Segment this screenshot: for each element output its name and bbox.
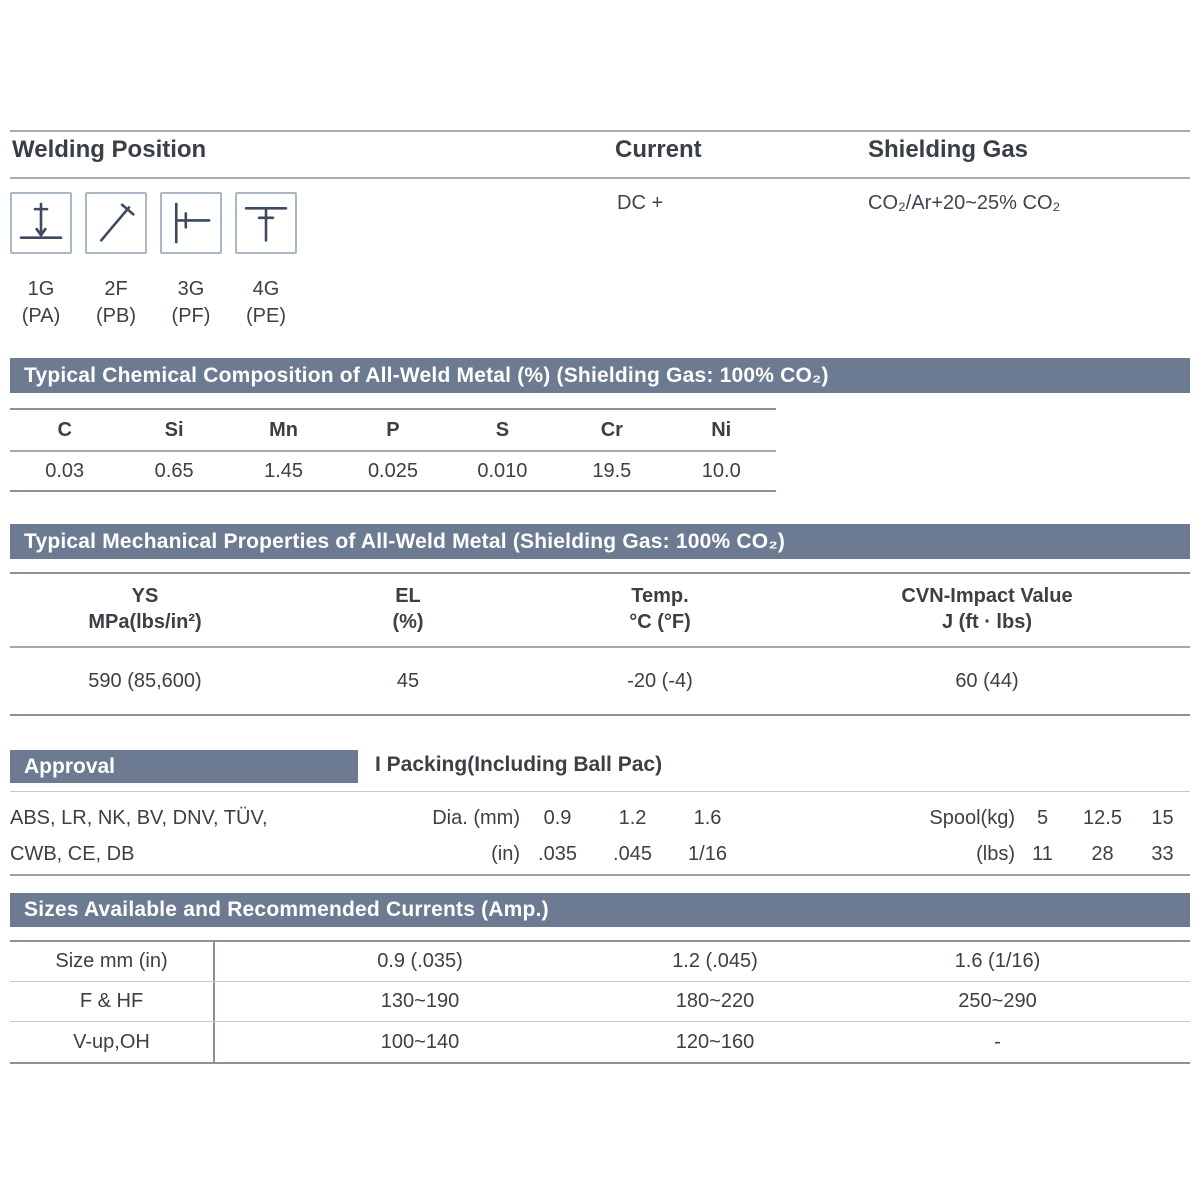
column-header-cr: Cr bbox=[600, 418, 623, 441]
table-cell: 180~220 bbox=[675, 990, 755, 1012]
table-header-row bbox=[10, 410, 776, 452]
row-header-vup-oh: V-up,OH bbox=[10, 1022, 215, 1062]
column-header-s: S bbox=[495, 418, 510, 441]
approval-section-header: Approval bbox=[10, 750, 358, 783]
table-cell: -20 (-4) bbox=[627, 670, 693, 692]
spool-kg-label: Spool(kg) bbox=[929, 806, 1015, 829]
shielding-gas-title: Shielding Gas bbox=[868, 136, 1029, 163]
table-cell: 60 (44) bbox=[955, 670, 1019, 692]
column-header-cvn bbox=[784, 583, 1190, 635]
current-title: Current bbox=[615, 136, 702, 163]
table-cell: 28 bbox=[1091, 842, 1114, 865]
table-row bbox=[10, 648, 1190, 714]
sizes-section-header: Sizes Available and Recommended Currents (Amp.) bbox=[10, 893, 1190, 927]
column-header-ys bbox=[10, 583, 280, 635]
table-cell: .035 bbox=[538, 842, 577, 865]
sizes-currents-table bbox=[10, 940, 1190, 1064]
dia-mm-label: Dia. (mm) bbox=[432, 806, 520, 829]
column-header-p: P bbox=[386, 418, 400, 441]
table-cell: 5 bbox=[1036, 806, 1049, 829]
position-code: 3G bbox=[177, 278, 205, 300]
table-cell: 130~190 bbox=[380, 990, 460, 1012]
divider bbox=[10, 791, 1190, 792]
table-cell: 1.6 (1/16) bbox=[954, 950, 1041, 972]
packing-section-header: I Packing(Including Ball Pac) bbox=[375, 753, 663, 776]
dia-in-label: (in) bbox=[491, 842, 520, 865]
row-header-size: Size mm (in) bbox=[10, 942, 215, 981]
mechanical-properties-section-header: Typical Mechanical Properties of All-Weld Metal (Shielding Gas: 100% CO₂) bbox=[10, 524, 1190, 559]
approval-list-line1: ABS, LR, NK, BV, DNV, TÜV, bbox=[10, 806, 268, 829]
header-line: YS bbox=[131, 585, 159, 607]
column-header-el bbox=[280, 583, 536, 635]
column-header-ni: Ni bbox=[711, 418, 732, 441]
position-name: (PA) bbox=[21, 305, 61, 327]
column-header-si: Si bbox=[164, 418, 184, 441]
header-line: °C (°F) bbox=[629, 611, 691, 633]
table-row bbox=[10, 942, 1190, 982]
divider bbox=[10, 874, 1190, 876]
position-code: 4G bbox=[252, 278, 280, 300]
divider bbox=[10, 130, 1190, 132]
table-cell: 0.025 bbox=[367, 459, 418, 482]
header-line: Temp. bbox=[631, 585, 689, 607]
column-header-temp bbox=[536, 583, 784, 635]
position-name: (PB) bbox=[96, 305, 136, 327]
table-cell: 15 bbox=[1151, 806, 1174, 829]
header-line: CVN-Impact Value bbox=[901, 585, 1073, 607]
table-row bbox=[10, 836, 1190, 872]
table-cell: 1.6 bbox=[693, 806, 722, 829]
table-cell: 590 (85,600) bbox=[88, 670, 202, 692]
table-cell: 0.9 bbox=[543, 806, 572, 829]
table-row bbox=[10, 800, 1190, 836]
position-label-1g bbox=[10, 276, 72, 330]
table-row bbox=[10, 452, 776, 490]
horizontal-fillet-2f-position-icon bbox=[85, 192, 147, 254]
table-cell: 1.2 bbox=[618, 806, 647, 829]
welding-position-title: Welding Position bbox=[12, 136, 207, 163]
table-cell: 1.2 (.045) bbox=[672, 950, 758, 972]
welding-position-labels bbox=[10, 276, 297, 330]
position-code: 1G bbox=[27, 278, 55, 300]
divider bbox=[10, 177, 1190, 179]
table-row bbox=[10, 1022, 1190, 1062]
vertical-3g-position-icon bbox=[160, 192, 222, 254]
header-line: (%) bbox=[392, 611, 424, 633]
table-cell: 10.0 bbox=[701, 459, 741, 482]
table-cell: 12.5 bbox=[1083, 806, 1122, 829]
position-code: 2F bbox=[104, 278, 128, 300]
table-cell: 0.9 (.035) bbox=[377, 950, 463, 972]
table-cell: 19.5 bbox=[592, 459, 632, 482]
position-label-3g bbox=[160, 276, 222, 330]
table-cell: .045 bbox=[613, 842, 652, 865]
header-line: MPa(lbs/in²) bbox=[88, 611, 202, 633]
table-cell: 120~160 bbox=[675, 1030, 755, 1053]
current-value: DC + bbox=[617, 192, 664, 214]
position-name: (PE) bbox=[246, 305, 286, 327]
table-cell: 0.65 bbox=[154, 459, 194, 482]
table-cell: 100~140 bbox=[380, 1030, 460, 1053]
chemical-composition-table bbox=[10, 408, 776, 492]
overhead-4g-position-icon bbox=[235, 192, 297, 254]
table-cell: 1.45 bbox=[264, 459, 304, 482]
column-header-c: C bbox=[57, 418, 72, 441]
spool-lbs-label: (lbs) bbox=[976, 842, 1015, 865]
chemical-composition-section-header: Typical Chemical Composition of All-Weld Metal (%) (Shielding Gas: 100% CO₂) bbox=[10, 358, 1190, 393]
approval-packing-table bbox=[10, 800, 1190, 872]
position-label-4g bbox=[235, 276, 297, 330]
table-cell: 0.03 bbox=[45, 459, 85, 482]
position-label-2f bbox=[85, 276, 147, 330]
table-cell: 1/16 bbox=[688, 842, 727, 865]
mechanical-properties-table bbox=[10, 572, 1190, 716]
table-cell: 11 bbox=[1032, 842, 1053, 865]
flat-1g-position-icon bbox=[10, 192, 72, 254]
table-cell: 33 bbox=[1151, 842, 1174, 865]
approval-list-line2: CWB, CE, DB bbox=[10, 842, 135, 865]
welding-position-icons bbox=[10, 192, 297, 254]
table-cell: 45 bbox=[396, 670, 420, 692]
table-cell: 250~290 bbox=[958, 990, 1037, 1012]
position-name: (PF) bbox=[171, 305, 211, 327]
row-header-f-hf: F & HF bbox=[10, 982, 215, 1021]
table-header-row bbox=[10, 574, 1190, 648]
column-header-mn: Mn bbox=[269, 418, 298, 441]
shielding-gas-value: CO₂/Ar+20~25% CO₂ bbox=[868, 192, 1061, 214]
table-cell: 0.010 bbox=[477, 459, 528, 482]
table-row bbox=[10, 982, 1190, 1022]
table-cell: - bbox=[994, 1030, 1001, 1053]
header-line: EL bbox=[395, 585, 421, 607]
header-line: J (ft · lbs) bbox=[942, 611, 1032, 633]
